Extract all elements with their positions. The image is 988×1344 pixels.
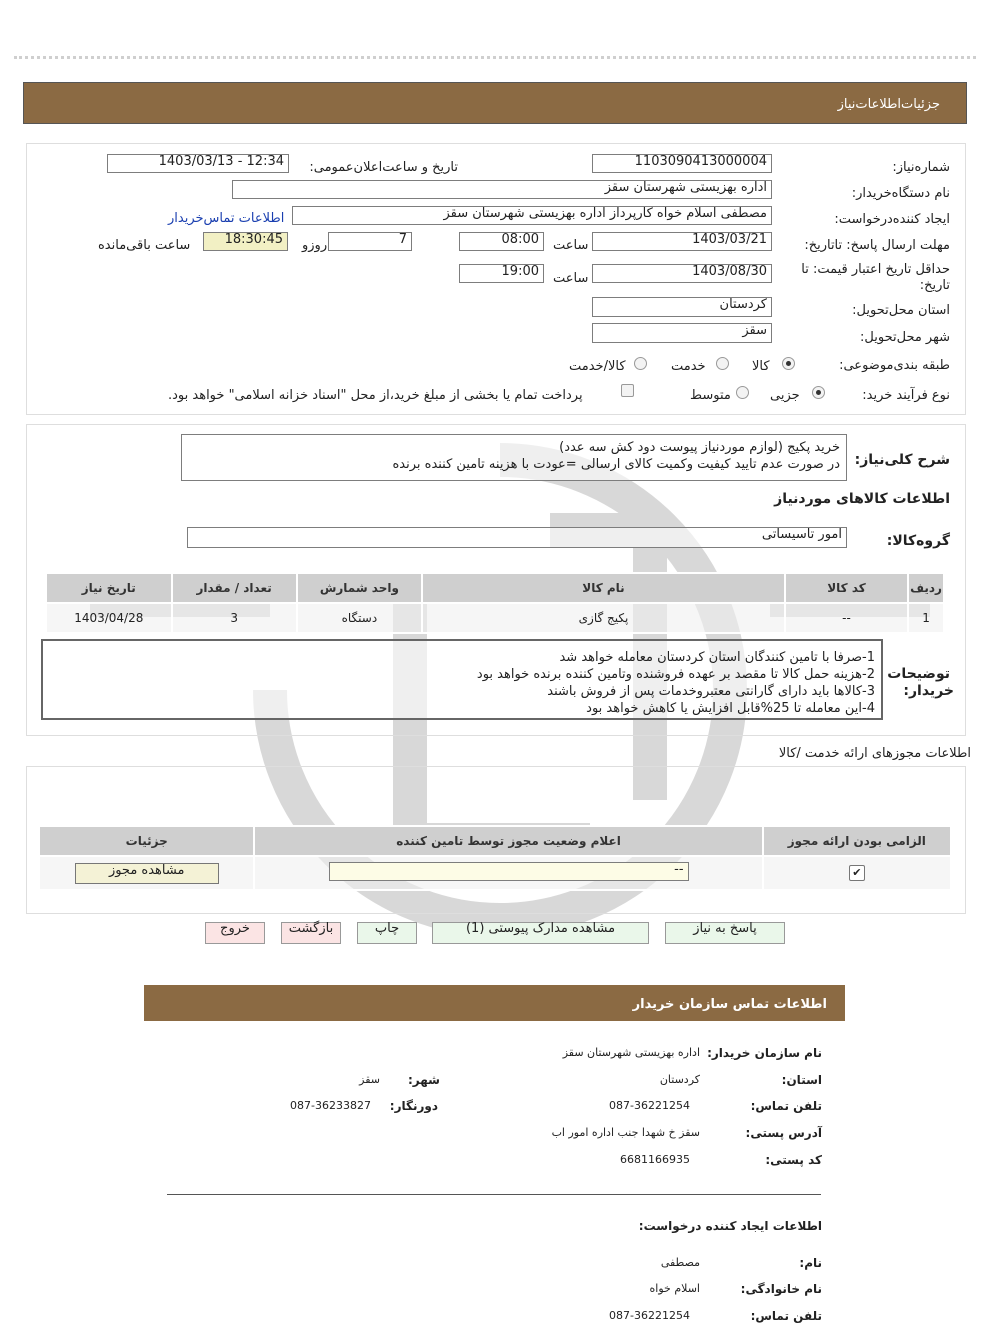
permit-details-cell bbox=[39, 856, 254, 890]
creator-family-label: نام خانوادگی: bbox=[740, 1282, 822, 1296]
contact-divider bbox=[167, 1194, 821, 1195]
purchase-minor-label: جزیی bbox=[770, 388, 800, 403]
creator-field: مصطفی اسلام خواه کارپرداز اداره بهزیستی شهرستان سقز bbox=[292, 206, 772, 225]
summary-box bbox=[181, 434, 847, 481]
attachments-button[interactable]: مشاهده مدارک پیوستی (1) bbox=[432, 922, 649, 944]
th-date: تاریخ نیاز bbox=[46, 573, 172, 603]
permits-title: اطلاعات مجوزهای ارائه خدمت /کالا bbox=[778, 746, 971, 761]
th-code: کد کالا bbox=[785, 573, 908, 603]
creator-phone-value: 087-36221254 bbox=[609, 1309, 690, 1322]
page-title: جزئیات‌اطلاعات‌نیاز bbox=[837, 97, 940, 112]
remaining-time-field: 18:30:45 bbox=[203, 232, 288, 251]
cell-qty: 3 bbox=[172, 603, 297, 633]
th-unit: واحد شمارش bbox=[297, 573, 422, 603]
note-line-2: 2-هزینه حمل کالا تا مقصد بر عهده فروشنده وتامین کننده برنده خواهد بود bbox=[476, 667, 875, 682]
postal-value: 6681166935 bbox=[620, 1153, 690, 1166]
print-button[interactable]: چاپ bbox=[357, 922, 417, 944]
contact-province-value: کردستان bbox=[659, 1073, 700, 1086]
note-line-1: 1-صرفا با تامین کنندگان استان کردستان معامله خواهد شد bbox=[559, 650, 875, 665]
days-field: 7 bbox=[328, 232, 412, 251]
th-name: نام کالا bbox=[422, 573, 785, 603]
title-banner bbox=[23, 82, 967, 124]
th-permit-required: الزامی بودن ارائه مجوز bbox=[763, 826, 951, 856]
goods-group-field: امور تاسیساتی bbox=[187, 527, 847, 548]
city-label: شهر محل‌تحویل: bbox=[860, 330, 950, 345]
purchase-type-label: نوع فرآیند خرید: bbox=[862, 388, 950, 403]
purchase-minor-radio[interactable] bbox=[812, 386, 825, 399]
goods-table bbox=[45, 572, 945, 634]
fax-value: 087-36233827 bbox=[290, 1099, 371, 1112]
org-value: اداره بهزیستی شهرستان سقز bbox=[562, 1046, 700, 1059]
need-number-field: 1103090413000004 bbox=[592, 154, 772, 173]
validity-date-field: 1403/08/30 bbox=[592, 264, 772, 283]
cell-row: 1 bbox=[908, 603, 944, 633]
reply-time-field: 08:00 bbox=[459, 232, 544, 251]
province-field: کردستان bbox=[592, 297, 772, 317]
table-row bbox=[39, 856, 951, 890]
contact-city-label: شهر: bbox=[408, 1073, 440, 1087]
buyer-notes-box bbox=[41, 639, 883, 720]
contact-province-label: استان: bbox=[781, 1073, 822, 1087]
creator-family-value: اسلام خواه bbox=[649, 1282, 700, 1295]
reply-time-word: ساعت bbox=[553, 238, 589, 253]
buyer-notes-label-1: توضیحات bbox=[887, 666, 950, 682]
reply-date-field: 1403/03/21 bbox=[592, 232, 772, 251]
th-permit-details: جزئیات bbox=[39, 826, 254, 856]
back-button[interactable]: بازگشت bbox=[281, 922, 341, 944]
city-field: سقز bbox=[592, 323, 772, 343]
category-both-radio[interactable] bbox=[634, 357, 647, 370]
note-line-4: 4-این معامله تا 25%قابل افزایش یا کاهش خواهد بود bbox=[586, 701, 875, 716]
permit-required-cell bbox=[763, 856, 951, 890]
cell-code: -- bbox=[785, 603, 908, 633]
announce-field: 1403/03/13 - 12:34 bbox=[107, 154, 289, 173]
buyer-contact-link[interactable]: اطلاعات تماس‌خریدار bbox=[168, 211, 285, 226]
treasury-payment-note: پرداخت تمام یا بخشی از مبلغ خرید،از محل "اسناد خزانه اسلامی" خواهد بود. bbox=[168, 388, 583, 403]
fax-label: دورنگار: bbox=[389, 1099, 438, 1113]
goods-info-title: اطلاعات کالاهای موردنیاز bbox=[774, 491, 950, 507]
permits-table bbox=[38, 825, 952, 891]
th-row: ردیف bbox=[908, 573, 944, 603]
announce-label: تاریخ و ساعت‌اعلان‌عمومی: bbox=[309, 160, 458, 175]
table-row bbox=[46, 603, 944, 633]
summary-label: شرح کلی‌نیاز: bbox=[854, 452, 950, 468]
cell-name: پکیج گازی bbox=[422, 603, 785, 633]
address-value: سقز خ شهدا جنب اداره امور اب bbox=[551, 1126, 700, 1139]
summary-line-2: در صورت عدم تایید کیفیت وکمیت کالای ارسالی =عودت با هزینه تامین کننده برنده bbox=[392, 457, 840, 472]
cell-unit: دستگاه bbox=[297, 603, 422, 633]
buyer-notes-label-2: خریدار: bbox=[903, 683, 954, 699]
purchase-medium-radio[interactable] bbox=[736, 386, 749, 399]
phone-value: 087-36221254 bbox=[609, 1099, 690, 1112]
contact-city-value: سقز bbox=[359, 1073, 380, 1086]
need-number-label: شماره‌نیاز: bbox=[892, 160, 950, 175]
note-line-3: 3-کالاها باید دارای گارانتی معتبروخدمات پس از فروش باشند bbox=[547, 684, 875, 699]
category-service-label: خدمت bbox=[671, 359, 706, 374]
view-permit-button[interactable]: مشاهده مجوز bbox=[75, 863, 219, 884]
category-label: طبقه بندی‌موضوعی: bbox=[839, 358, 950, 373]
check-icon: ✔ bbox=[849, 865, 865, 881]
category-goods-radio[interactable] bbox=[782, 357, 795, 370]
goods-table-header bbox=[46, 573, 944, 603]
creator-label: ایجاد کننده‌درخواست: bbox=[834, 212, 950, 227]
reply-deadline-label: مهلت ارسال پاسخ: تاتاریخ: bbox=[804, 238, 950, 253]
validity-label: حداقل تاریخ اعتبار قیمت: تا تاریخ: bbox=[801, 262, 950, 293]
validity-time-word: ساعت bbox=[553, 271, 589, 286]
buyer-label: نام دستگاه‌خریدار: bbox=[851, 186, 950, 201]
creator-phone-label: تلفن تماس: bbox=[750, 1309, 822, 1323]
category-service-radio[interactable] bbox=[716, 357, 729, 370]
province-label: استان محل‌تحویل: bbox=[852, 303, 950, 318]
org-label: نام سازمان خریدار: bbox=[707, 1046, 822, 1060]
contact-title: اطلاعات تماس سازمان خریدار bbox=[632, 997, 827, 1012]
permit-status-cell bbox=[254, 856, 762, 890]
category-goods-label: کالا bbox=[752, 359, 770, 374]
exit-button[interactable]: خروج bbox=[205, 922, 265, 944]
summary-line-1: خرید پکیج (لوازم موردنیاز پیوست دود کش سه عدد) bbox=[559, 440, 840, 455]
goods-group-label: گروه‌کالا: bbox=[886, 533, 950, 549]
th-permit-status: اعلام وضعیت مجوز توسط تامین کننده bbox=[254, 826, 762, 856]
remaining-word: ساعت باقی‌مانده bbox=[98, 238, 191, 253]
permit-status-field[interactable]: -- bbox=[329, 862, 689, 881]
th-qty: تعداد / مقدار bbox=[172, 573, 297, 603]
top-divider bbox=[14, 56, 976, 59]
creator-name-label: نام: bbox=[799, 1256, 822, 1270]
buyer-field: اداره بهزیستی شهرستان سقز bbox=[232, 180, 772, 199]
postal-label: کد پستی: bbox=[765, 1153, 822, 1167]
creator-name-value: مصطفی bbox=[660, 1256, 700, 1269]
days-word: روزو bbox=[302, 238, 328, 253]
purchase-medium-label: متوسط bbox=[690, 388, 731, 403]
permits-table-header bbox=[39, 826, 951, 856]
creator-info-title: اطلاعات ایجاد کننده درخواست: bbox=[638, 1219, 822, 1233]
reply-button[interactable]: پاسخ به نیاز bbox=[665, 922, 785, 944]
contact-banner bbox=[144, 985, 845, 1021]
category-both-label: کالا/خدمت bbox=[569, 359, 626, 374]
cell-date: 1403/04/28 bbox=[46, 603, 172, 633]
validity-time-field: 19:00 bbox=[459, 264, 544, 283]
phone-label: تلفن تماس: bbox=[750, 1099, 822, 1113]
treasury-payment-checkbox[interactable] bbox=[621, 384, 634, 397]
address-label: آدرس پستی: bbox=[745, 1126, 822, 1140]
